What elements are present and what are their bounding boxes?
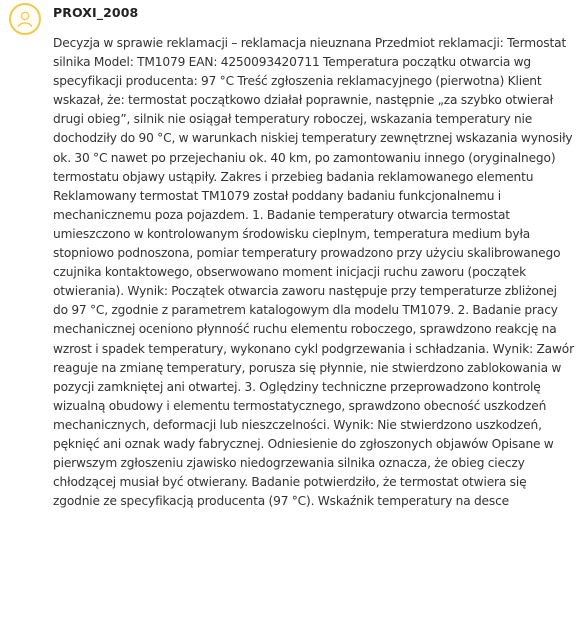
user-avatar-icon xyxy=(15,9,35,29)
username[interactable]: PROXI_2008 xyxy=(53,5,139,20)
comment-text: Decyzja w sprawie reklamacji – reklamacja nieuznana Przedmiot reklamacji: Termostat silnika Model: TM1079 EAN: 4250093420711 Temperatura początku otwarcia wg specyfikacji producenta: 97 °C Treść zgłoszenia reklamacyjnego (pierwotna) Klient wskazał, że: termostat początkowo działał poprawnie, następnie „za szybko otwierał drugi obieg”, silnik nie osiągał temperatury roboczej, wskazania temperatury nie dochodziły do 90 °C, w warunkach niskiej temperatury zewnętrznej wskazania wynosiły ok. 30 °C nawet po przejechaniu ok. 40 km, po zamontowaniu innego (oryginalnego) termostatu objawy ustąpiły. Zakres i przebieg badania reklamowanego elementu Reklamowany termostat TM1079 został poddany badaniu funkcjonalnemu i mechanicznemu poza pojazdem. 1. Badanie temperatury otwarcia termostat umieszczono w kontrolowanym środowisku cieplnym, temperatura medium była stopniowo podnoszona, pomiar temperatury prowadzono przy użyciu skalibrowanego czujnika kontaktowego, obserwowano moment inicjacji ruchu zaworu (początek otwierania). Wynik: Początek otwarcia zaworu następuje przy temperaturze zbliżonej do 97 °C, zgodnie z parametrem katalogowym dla modelu TM1079. 2. Badanie pracy mechanicznej oceniono płynność ruchu elementu roboczego, sprawdzono reakcję na wzrost i spadek temperatury, wykonano cykl podgrzewania i schładzania. Wynik: Zawór reaguje na zmianę temperatury, porusza się płynnie, nie stwierdzono zablokowania w pozycji zamkniętej ani otwartej. 3. Oględziny techniczne przeprowadzono kontrolę wizualną obudowy i elementu termostatycznego, sprawdzono obecność uszkodzeń mechanicznych, deformacji lub nieszczelności. Wynik: Nie stwierdzono uszkodzeń, pęknięć ani oznak wady fabrycznej. Odniesienie do zgłoszonych objawów Opisane w pierwszym zgłoszeniu zjawisko niedogrzewania silnika oznacza, że obieg cieczy chłodzącej musiał być otwierany. Badanie potwierdziło, że termostat otwiera się zgodnie ze specyfikacją producenta (97 °C). Wskaźnik temperatury na desce xyxy=(53,36,574,509)
avatar[interactable] xyxy=(9,3,41,35)
